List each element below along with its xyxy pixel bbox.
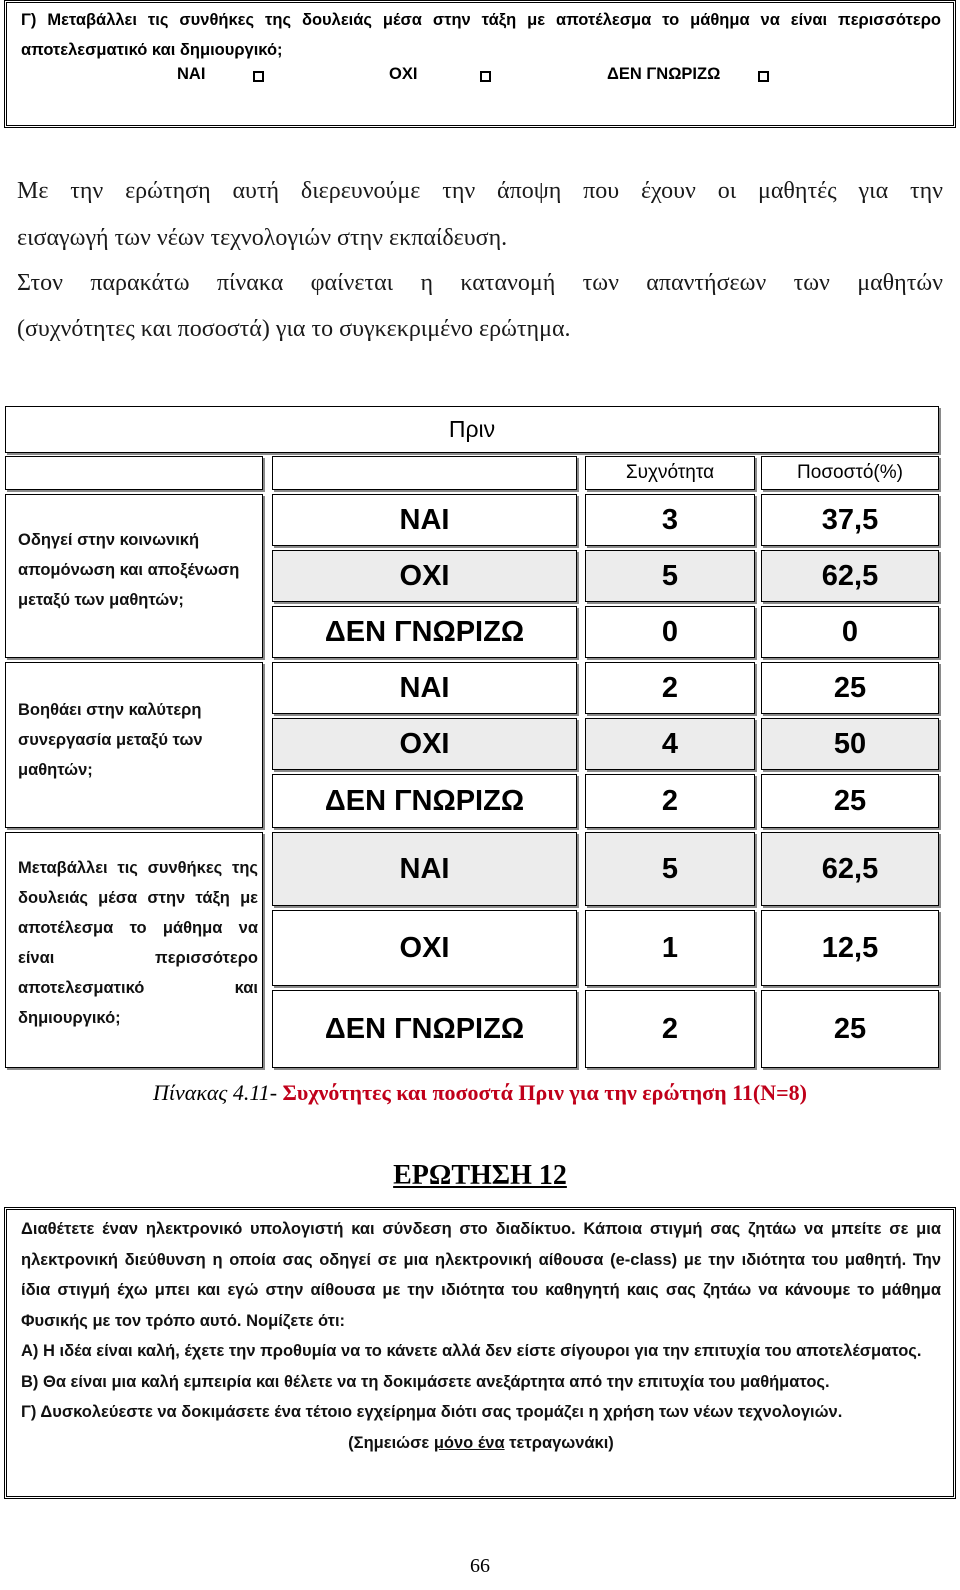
- paragraph-line-3: Στον παρακάτω πίνακα φαίνεται η κατανομή των απαντήσεων των μαθητών: [17, 270, 943, 296]
- note-underlined: μόνο ένα: [433, 1433, 505, 1452]
- table-row-answer: [272, 910, 577, 986]
- note-pre: (Σημειώσε: [348, 1433, 434, 1452]
- table-row-freq: [585, 774, 755, 828]
- results-table: [5, 410, 955, 1084]
- table-row-freq: [585, 662, 755, 714]
- pct-text: 25: [833, 1012, 867, 1045]
- answer-text: ΔΕΝ ΓΝΩΡΙΖΩ: [324, 1012, 525, 1045]
- answer-text: ΟΧΙ: [399, 931, 450, 964]
- table-row-freq: [585, 718, 755, 770]
- answer-text: ΟΧΙ: [399, 559, 450, 592]
- question-text: Γ) Μεταβάλλει τις συνθήκες της δουλειάς μέσα στην τάξη με αποτέλεσμα το μάθημα να είναι περισσότερο αποτελεσματικό και δημιουργικό;: [21, 11, 941, 59]
- header-percent-label: Ποσοστό(%): [797, 462, 903, 483]
- question-12-note: [21, 1428, 941, 1459]
- freq-text: 2: [661, 671, 679, 704]
- group-3-label-cell: [5, 832, 263, 1068]
- table-row-freq: [585, 990, 755, 1068]
- table-title-cell: [5, 406, 939, 453]
- freq-text: 0: [661, 615, 679, 648]
- group-1-label: Οδηγεί στην κοινωνική απομόνωση και αποξένωση μεταξύ των μαθητών;: [18, 531, 240, 609]
- freq-text: 1: [661, 931, 679, 964]
- table-row-answer: [272, 662, 577, 714]
- header-empty-1: [5, 456, 263, 490]
- question-12-intro: Διαθέτετε έναν ηλεκτρονικό υπολογιστή και σύνδεση στο διαδίκτυο. Κάποια στιγμή σας ζητάω να μπείτε σε μια ηλεκτρονική διεύθυνση η οποία σας οδηγεί σε μια ηλεκτρονική αίθουσα (e-class) με την ιδιότητα του μαθητή. Την ίδια στιγμή έχω μπει και εγώ στην αίθουσα με την ιδιότητα του καθηγητή καις σας ζητάω να κάνουμε το μάθημα Φυσικής με τον τρόπο αυτό. Νομίζετε ότι:: [21, 1220, 941, 1330]
- question-12-content: [21, 1214, 941, 1458]
- group-2-label: Βοηθάει στην καλύτερη συνεργασία μεταξύ των μαθητών;: [18, 701, 203, 779]
- table-row-pct: [761, 910, 939, 986]
- freq-text: 5: [661, 852, 679, 885]
- group-2-label-cell: [5, 662, 263, 828]
- table-row-pct: [761, 990, 939, 1068]
- pct-text: 25: [833, 784, 867, 817]
- table-row-pct: [761, 550, 939, 602]
- answer-text: ΔΕΝ ΓΝΩΡΙΖΩ: [324, 615, 525, 648]
- table-row-freq: [585, 494, 755, 546]
- table-row-answer: [272, 550, 577, 602]
- table-row-answer: [272, 832, 577, 906]
- option-dontknow-label: ΔΕΝ ΓΝΩΡΙΖΩ: [607, 65, 721, 83]
- header-frequency-label: Συχνότητα: [625, 462, 715, 483]
- table-row-freq: [585, 832, 755, 906]
- answer-text: ΟΧΙ: [399, 727, 450, 760]
- table-row-answer: [272, 990, 577, 1068]
- freq-text: 5: [661, 559, 679, 592]
- table-row-freq: [585, 606, 755, 658]
- pct-text: 50: [833, 727, 867, 760]
- paragraph-line-2: εισαγωγή των νέων τεχνολογιών στην εκπαίδευση.: [17, 225, 508, 251]
- question-12-heading: ΕΡΩΤΗΣΗ 12: [393, 1160, 567, 1191]
- table-row-pct: [761, 832, 939, 906]
- table-row-answer: [272, 774, 577, 828]
- header-empty-2: [272, 456, 577, 490]
- header-frequency: [585, 456, 755, 490]
- header-percent: [761, 456, 939, 490]
- freq-text: 4: [661, 727, 679, 760]
- caption-prefix: Πίνακας 4.11-: [153, 1080, 278, 1105]
- answer-text: ΝΑΙ: [399, 503, 450, 536]
- table-row-answer: [272, 494, 577, 546]
- table-title: Πριν: [448, 416, 496, 442]
- question-12-option-c: Γ) Δυσκολεύεστε να δοκιμάσετε ένα τέτοιο εγχείρημα διότι σας τρομάζει η χρήση των νέων τεχνολογιών.: [21, 1403, 843, 1421]
- option-yes-checkbox[interactable]: [253, 71, 264, 82]
- pct-text: 12,5: [821, 931, 879, 964]
- table-row-answer: [272, 606, 577, 658]
- question-12-option-a: Α) Η ιδέα είναι καλή, έχετε την προθυμία να το κάνετε αλλά δεν είστε σίγουροι για την επιτυχία του αποτελέσματος.: [21, 1342, 922, 1360]
- pct-text: 37,5: [821, 503, 879, 536]
- table-caption: [0, 1080, 960, 1106]
- paragraph-line-4: (συχνότητες και ποσοστά) για το συγκεκριμένο ερώτημα.: [17, 316, 571, 342]
- option-yes-label: ΝΑΙ: [177, 65, 206, 83]
- table-row-pct: [761, 494, 939, 546]
- answer-text: ΝΑΙ: [399, 852, 450, 885]
- table-row-pct: [761, 606, 939, 658]
- question-box: [4, 0, 956, 128]
- pct-text: 25: [833, 671, 867, 704]
- option-no-label: ΟΧΙ: [389, 65, 418, 83]
- group-1-label-cell: [5, 494, 263, 658]
- page-number: 66: [470, 1555, 490, 1577]
- freq-text: 2: [661, 1012, 679, 1045]
- table-row-pct: [761, 662, 939, 714]
- question-12-option-b: Β) Θα είναι μια καλή εμπειρία και θέλετε να τη δοκιμάσετε ανεξάρτητα από την επιτυχία του μαθήματος.: [21, 1372, 830, 1391]
- caption-suffix: 11(Ν=8): [726, 1080, 807, 1105]
- caption-red-text: Συχνότητες και ποσοστά Πριν για την ερώτηση: [277, 1080, 727, 1105]
- option-no-checkbox[interactable]: [480, 71, 491, 82]
- group-3-label: Μεταβάλλει τις συνθήκες της δουλειάς μέσα στην τάξη με αποτέλεσμα το μάθημα να είναι περισσότερο αποτελεσματικό και δημιουργικό;: [18, 859, 258, 1027]
- note-post: τετραγωνάκι): [504, 1433, 614, 1452]
- answer-text: ΝΑΙ: [399, 671, 450, 704]
- pct-text: 0: [841, 615, 859, 648]
- paragraph-line-1: Με την ερώτηση αυτή διερευνούμε την άποψη που έχουν οι μαθητές για την: [17, 178, 943, 204]
- table-row-freq: [585, 910, 755, 986]
- question-12-box: [4, 1207, 956, 1499]
- table-row-pct: [761, 718, 939, 770]
- table-row-answer: [272, 718, 577, 770]
- pct-text: 62,5: [821, 559, 879, 592]
- freq-text: 3: [661, 503, 679, 536]
- pct-text: 62,5: [821, 852, 879, 885]
- table-row-pct: [761, 774, 939, 828]
- answer-text: ΔΕΝ ΓΝΩΡΙΖΩ: [324, 784, 525, 817]
- freq-text: 2: [661, 784, 679, 817]
- option-dontknow-checkbox[interactable]: [758, 71, 769, 82]
- table-row-freq: [585, 550, 755, 602]
